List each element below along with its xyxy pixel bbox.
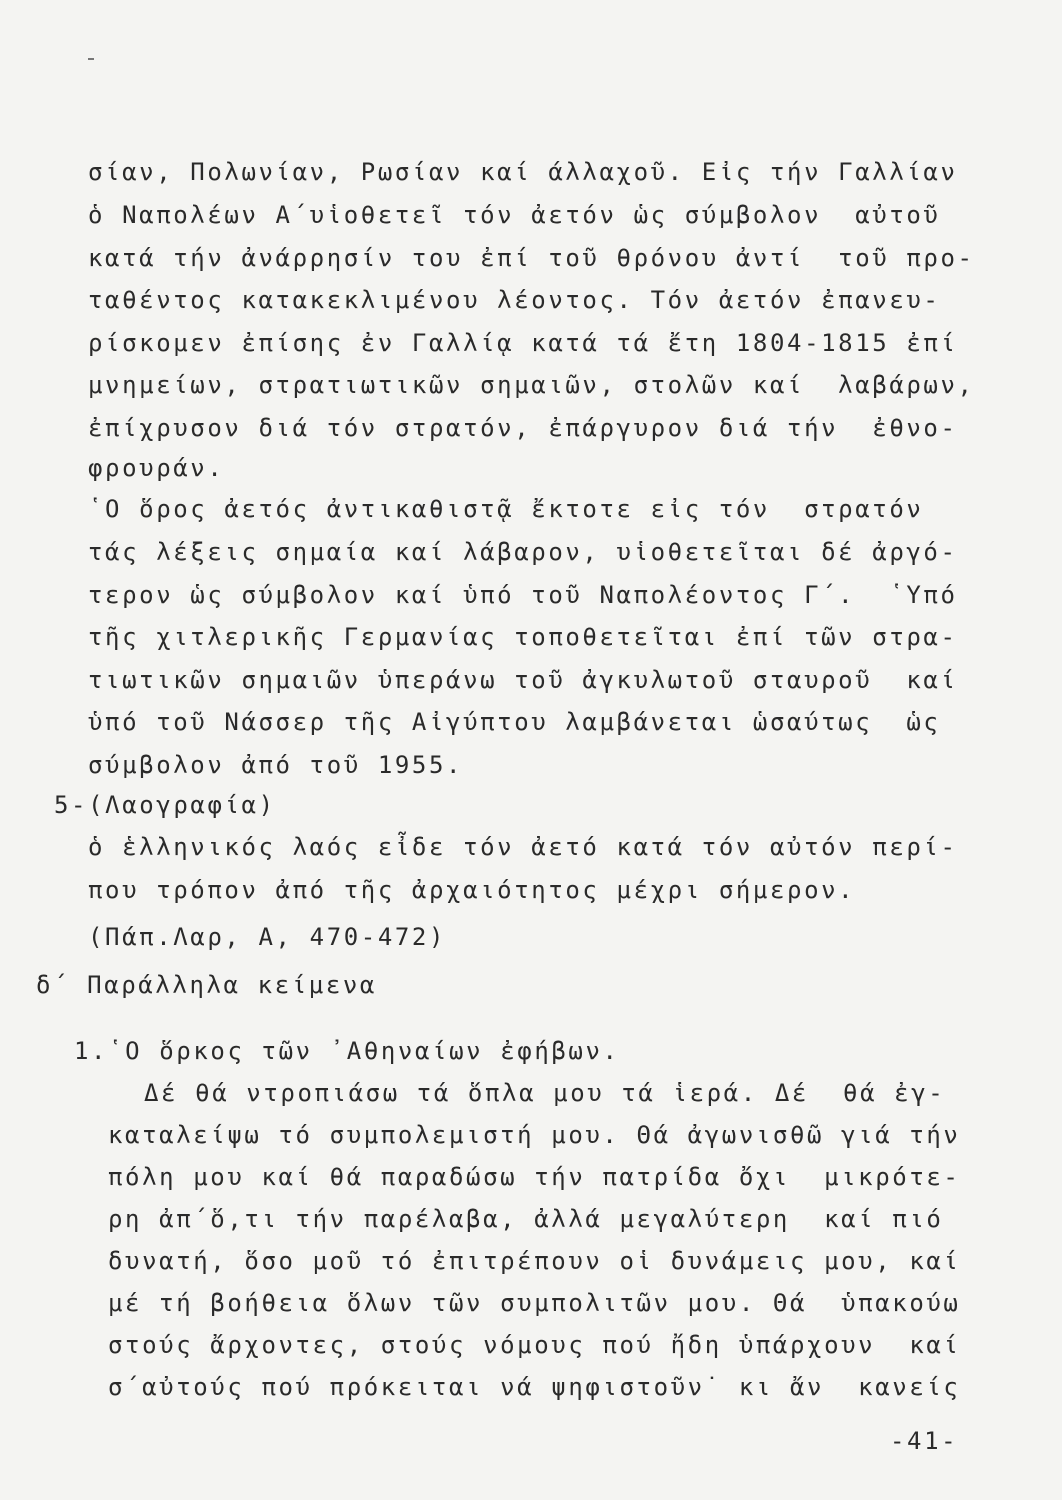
text-line: τῆς χιτλερικῆς Γερμανίας τοποθετεῖται ἐπί τῶν στρα- — [88, 623, 958, 651]
text-line: κατά τήν ἀνάρρησίν του ἐπί τοῦ θρόνου ἀντί τοῦ προ- — [88, 244, 975, 272]
text-line: φρουράν. — [88, 454, 225, 482]
text-line: ὁ ἑλληνικός λαός εἶδε τόν ἀετό κατά τόν αὐτόν περί- — [88, 833, 958, 861]
text-line: μνημείων, στρατιωτικῶν σημαιῶν, στολῶν καί λαβάρων, — [88, 371, 975, 399]
section-heading: δ΄ Παράλληλα κείμενα — [36, 971, 377, 999]
page-number: -41- — [890, 1427, 959, 1455]
text-line: τερον ὡς σύμβολον καί ὑπό τοῦ Ναπολέοντος Γ΄. ῾Υπό — [88, 581, 958, 609]
text-line: ρίσκομεν ἐπίσης ἐν Γαλλίᾳ κατά τά ἔτη 1804-1815 ἐπί — [88, 329, 958, 357]
text-line: ταθέντος κατακεκλιμένου λέοντος. Τόν ἀετόν ἐπανευ- — [88, 286, 941, 314]
text-line: σίαν, Πολωνίαν, Ρωσίαν καί άλλαχοῦ. Εἰς τήν Γαλλίαν — [88, 158, 958, 186]
text-line: σύμβολον ἀπό τοῦ 1955. — [88, 751, 464, 779]
text-line: πόλη μου καί θά παραδώσω τήν πατρίδα ὄχι μικρότε- — [108, 1163, 961, 1191]
text-line: ὑπό τοῦ Νάσσερ τῆς Αἰγύπτου λαμβάνεται ὡσαύτως ὡς — [88, 708, 941, 736]
text-line: ἐπίχρυσον διά τόν στρατόν, ἐπάργυρον διά τήν ἐθνο- — [88, 414, 958, 442]
text-line: καταλείψω τό συμπολεμιστή μου. Θά ἀγωνισθῶ γιά τήν — [108, 1121, 961, 1149]
section-heading: 5-(Λαογραφία) — [54, 791, 276, 819]
text-line: δυνατή, ὅσο μοῦ τό ἐπιτρέπουν οἱ δυνάμεις μου, καί — [108, 1247, 961, 1275]
subheading: 1.῾Ο ὅρκος τῶν ᾿Αθηναίων ἐφήβων. — [74, 1037, 620, 1065]
text-line: που τρόπον ἀπό τῆς ἀρχαιότητος μέχρι σήμερον. — [88, 876, 856, 904]
text-line: σ΄αὐτούς πού πρόκειται νά ψηφιστοῦν˙ κι ἄν κανείς — [108, 1373, 961, 1401]
text-line: στούς ἄρχοντες, στούς νόμους πού ἤδη ὑπάρχουν καί — [108, 1331, 961, 1359]
text-line: τάς λέξεις σημαία καί λάβαρον, υἱοθετεῖται δέ ἀργό- — [88, 538, 958, 566]
text-line: ὁ Ναπολέων Α΄υἱοθετεῖ τόν ἀετόν ὡς σύμβολον αὐτοῦ — [88, 201, 941, 229]
text-line: ρη ἀπ΄ὅ,τι τήν παρέλαβα, ἀλλά μεγαλύτερη καί πιό — [108, 1205, 944, 1233]
text-line: τιωτικῶν σημαιῶν ὑπεράνω τοῦ ἀγκυλωτοῦ σταυροῦ καί — [88, 666, 958, 694]
text-line: ῾Ο ὅρος ἀετός ἀντικαθιστᾷ ἔκτοτε εἰς τόν στρατόν — [88, 495, 924, 523]
text-line: μέ τή βοήθεια ὅλων τῶν συμπολιτῶν μου. Θά ὑπακούω — [108, 1289, 961, 1317]
scan-mark — [88, 58, 94, 60]
citation: (Πάπ.Λαρ, Α, 470-472) — [88, 923, 447, 951]
text-line: Δέ θά ντροπιάσω τά ὅπλα μου τά ἱερά. Δέ θά ἐγ- — [144, 1079, 946, 1107]
